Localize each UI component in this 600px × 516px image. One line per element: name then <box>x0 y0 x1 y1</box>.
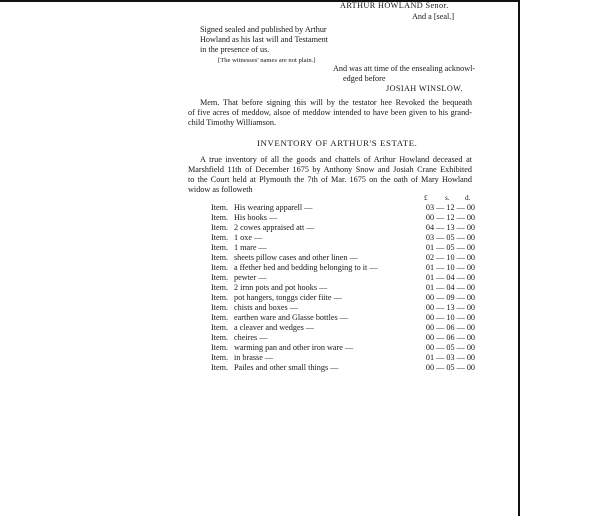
item-description: chists and boxes — <box>234 303 298 312</box>
item-description: a ffether bed and bedding belonging to it — <box>234 263 378 272</box>
item-label: Item. <box>211 323 229 332</box>
inventory-intro-line-2: Marshfield 11th of December 1675 by Anthony Snow and Josiah Crane Exhibited <box>188 165 472 174</box>
item-description: 1 mare — <box>234 243 267 252</box>
testator-signature: ARTHUR HOWLAND Senor. <box>340 1 449 10</box>
acknowledgment-line-2: edged before <box>343 74 386 83</box>
item-amount: 03 — 05 — 00 <box>425 233 475 242</box>
item-amount: 00 — 06 — 00 <box>425 333 475 342</box>
item-label: Item. <box>211 253 229 262</box>
page-right-border <box>518 0 520 516</box>
pounds-header: £ <box>424 194 428 202</box>
item-label: Item. <box>211 353 229 362</box>
item-label: Item. <box>211 313 229 322</box>
item-amount: 01 — 05 — 00 <box>425 243 475 252</box>
item-description: in brasse — <box>234 353 274 362</box>
item-amount: 00 — 05 — 00 <box>425 363 475 372</box>
inventory-intro-line-1: A true inventory of all the goods and chattels of Arthur Howland deceased at <box>200 155 472 164</box>
shillings-header: s. <box>445 194 450 202</box>
item-description: pewter — <box>234 273 267 282</box>
seal-mark: And a [seal.] <box>412 12 455 21</box>
attestation-line-1: Signed sealed and published by Arthur <box>200 25 327 34</box>
item-label: Item. <box>211 363 229 372</box>
item-label: Item. <box>211 343 229 352</box>
inventory-intro-line-3: to the Court held at Plymouth the 7th of Mar. 1675 on the oath of Mary Howland <box>188 175 472 184</box>
item-label: Item. <box>211 203 229 212</box>
pence-header: d. <box>465 194 471 202</box>
acknowledging-official: JOSIAH WINSLOW. <box>386 84 463 93</box>
item-label: Item. <box>211 333 229 342</box>
item-label: Item. <box>211 213 229 222</box>
item-amount: 02 — 10 — 00 <box>425 253 475 262</box>
item-label: Item. <box>211 293 229 302</box>
witness-note: [The witnesses' names are not plain.] <box>218 57 316 64</box>
item-description: 1 oxe — <box>234 233 263 242</box>
inventory-title: INVENTORY OF ARTHUR'S ESTATE. <box>257 138 418 148</box>
item-amount: 00 — 09 — 00 <box>425 293 475 302</box>
item-amount: 00 — 05 — 00 <box>425 343 475 352</box>
item-label: Item. <box>211 273 229 282</box>
item-amount: 00 — 10 — 00 <box>425 313 475 322</box>
item-amount: 01 — 03 — 00 <box>425 353 475 362</box>
item-amount: 00 — 13 — 00 <box>425 303 475 312</box>
item-label: Item. <box>211 233 229 242</box>
attestation-line-2: Howland as his last will and Testament <box>200 35 328 44</box>
memo-line-2: of five acres of meddow, alsoe of meddow intended to have been given to his grand- <box>188 108 472 117</box>
item-label: Item. <box>211 283 229 292</box>
item-amount: 01 — 04 — 00 <box>425 283 475 292</box>
item-amount: 04 — 13 — 00 <box>425 223 475 232</box>
item-amount: 00 — 12 — 00 <box>425 213 475 222</box>
item-description: cheires — <box>234 333 268 342</box>
item-description: Pailes and other small things — <box>234 363 339 372</box>
item-description: sheets pillow cases and other linen — <box>234 253 358 262</box>
memo-line-1: Mem. That before signing this will by the testator hee Revoked the bequeath <box>200 98 472 107</box>
item-label: Item. <box>211 303 229 312</box>
item-amount: 00 — 06 — 00 <box>425 323 475 332</box>
item-description: warming pan and other iron ware — <box>234 343 354 352</box>
attestation-line-3: in the presence of us. <box>200 45 270 54</box>
memo-line-3: child Timothy Williamson. <box>188 118 277 127</box>
item-amount: 03 — 12 — 00 <box>425 203 475 212</box>
item-description: pot hangers, tonggs cider fiite — <box>234 293 342 302</box>
item-description: His books — <box>234 213 278 222</box>
item-description: 2 cowes appraised att — <box>234 223 315 232</box>
item-description: earthen ware and Glasse bottles — <box>234 313 348 322</box>
item-description: a cleaver and wedges — <box>234 323 315 332</box>
item-description: 2 irnn pots and pot hooks — <box>234 283 328 292</box>
item-description: His wearing apparell — <box>234 203 313 212</box>
item-amount: 01 — 10 — 00 <box>425 263 475 272</box>
item-amount: 01 — 04 — 00 <box>425 273 475 282</box>
item-label: Item. <box>211 263 229 272</box>
acknowledgment-line-1: And was att time of the ensealing acknowl- <box>333 64 476 73</box>
item-label: Item. <box>211 223 229 232</box>
item-label: Item. <box>211 243 229 252</box>
inventory-intro-line-4: widow as followeth <box>188 185 253 194</box>
